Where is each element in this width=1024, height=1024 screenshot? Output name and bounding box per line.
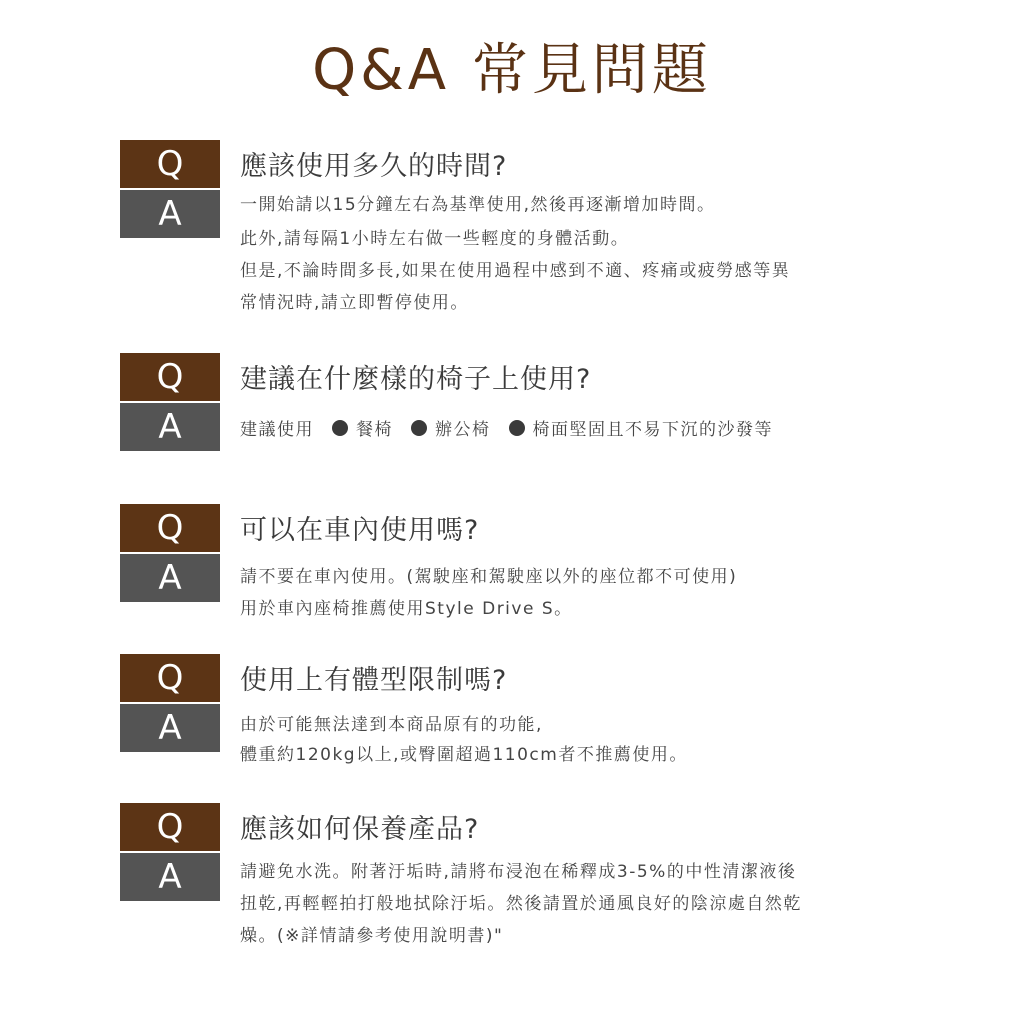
faq-answer-line: 請避免水洗。附著汙垢時,請將布浸泡在稀釋成3-5%的中性清潔液後 xyxy=(240,862,797,882)
faq-item xyxy=(120,803,940,1023)
answer-badge: A xyxy=(120,403,220,451)
faq-answer-line: 體重約120kg以上,或臀圍超過110cm者不推薦使用。 xyxy=(240,745,688,765)
chair-type: 辦公椅 xyxy=(435,420,491,440)
bullet-icon xyxy=(509,420,525,436)
faq-answer-line: 扭乾,再輕輕拍打般地拭除汙垢。然後請置於通風良好的陰涼處自然乾 xyxy=(240,894,802,914)
faq-answer-line: 一開始請以15分鐘左右為基準使用,然後再逐漸增加時間。 xyxy=(240,195,716,215)
question-badge: Q xyxy=(120,353,220,401)
chair-type-list xyxy=(240,415,773,440)
question-badge: Q xyxy=(120,504,220,552)
faq-question: 可以在車內使用嗎? xyxy=(240,515,480,546)
faq-question: 應該使用多久的時間? xyxy=(240,151,508,182)
faq-answer-line: 常情況時,請立即暫停使用。 xyxy=(240,293,469,313)
bullet-icon xyxy=(411,420,427,436)
faq-item xyxy=(120,140,940,360)
page-title: Q&A 常見問題 xyxy=(312,38,712,103)
question-badge: Q xyxy=(120,803,220,851)
answer-badge: A xyxy=(120,554,220,602)
chair-type: 椅面堅固且不易下沉的沙發等 xyxy=(532,420,773,440)
answer-badge: A xyxy=(120,704,220,752)
faq-answer-line: 燥。(※詳情請參考使用說明書)" xyxy=(240,926,504,946)
faq-question: 應該如何保養產品? xyxy=(240,814,480,845)
bullet-icon xyxy=(332,420,348,436)
faq-question: 建議在什麼樣的椅子上使用? xyxy=(240,364,592,395)
answer-badge: A xyxy=(120,190,220,238)
answer-intro: 建議使用 xyxy=(240,420,314,440)
faq-answer-line: 此外,請每隔1小時左右做一些輕度的身體活動。 xyxy=(240,229,630,249)
question-badge: Q xyxy=(120,140,220,188)
faq-answer-line: 請不要在車內使用。(駕駛座和駕駛座以外的座位都不可使用) xyxy=(240,567,738,587)
faq-question: 使用上有體型限制嗎? xyxy=(240,665,508,696)
question-badge: Q xyxy=(120,654,220,702)
faq-answer-line: 但是,不論時間多長,如果在使用過程中感到不適、疼痛或疲勞感等異 xyxy=(240,261,791,281)
chair-type: 餐椅 xyxy=(356,420,393,440)
faq-answer-line: 由於可能無法達到本商品原有的功能, xyxy=(240,715,543,735)
faq-answer-line: 用於車內座椅推薦使用Style Drive S。 xyxy=(240,599,573,619)
answer-badge: A xyxy=(120,853,220,901)
